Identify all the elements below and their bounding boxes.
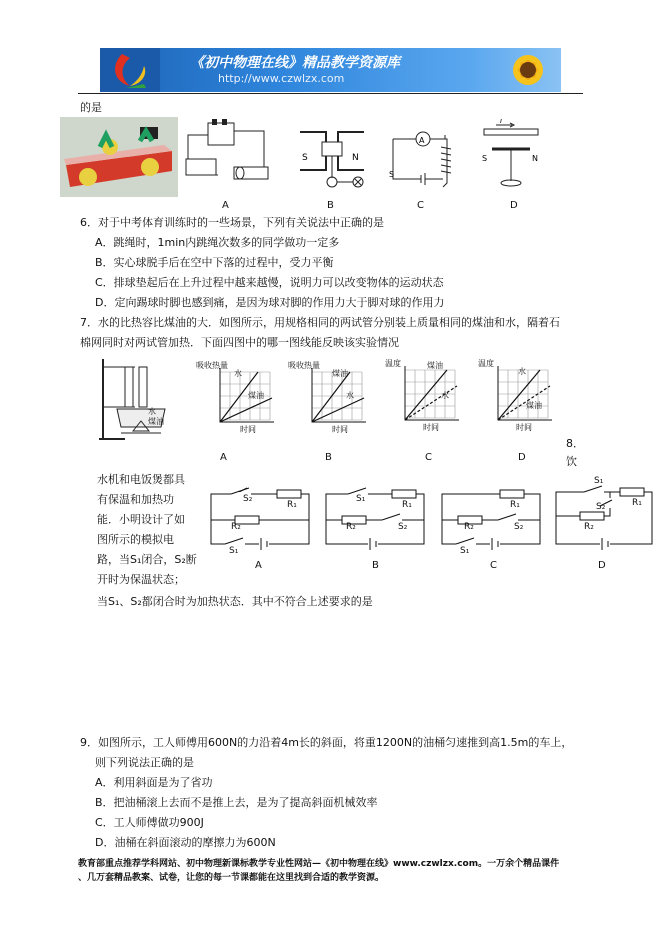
circuit-a-s2: S₂ (243, 494, 253, 504)
circuit-a-r1: R₁ (287, 500, 297, 510)
graph-c (385, 356, 465, 450)
graph-c-steep-label: 煤油 (427, 361, 443, 370)
circuit-a-wires (205, 480, 315, 560)
figure-b-generator (292, 122, 372, 194)
q7-line2: 棉网同时对两试管加热．下面四图中的哪一图线能反映该实验情况 (80, 336, 399, 349)
header-rule (78, 93, 583, 94)
q6-option-c: C．排球垫起后在上升过程中越来越慢，说明力可以改变物体的运动状态 (95, 276, 444, 289)
svg-text:I: I (500, 119, 503, 125)
q5-label-d: D (510, 200, 518, 211)
svg-text:S: S (389, 170, 395, 179)
graph-b-ylabel: 吸收热量 (288, 361, 320, 370)
q8-line-4: 图所示的模拟电 (97, 533, 174, 546)
graph-c-xlabel: 时间 (423, 423, 439, 432)
circuit-d-s2: S₂ (596, 502, 606, 512)
graph-a-xlabel: 时间 (240, 425, 256, 434)
header-banner (100, 48, 561, 92)
circuit-d (550, 476, 656, 560)
svg-text:N: N (352, 153, 359, 163)
svg-text:S: S (302, 153, 308, 163)
q8-line-5: 路，当S₁闭合，S₂断 (97, 553, 197, 566)
circuit-b-s1: S₁ (356, 494, 366, 504)
circuit-b (320, 480, 430, 560)
graph-d-steep-label: 水 (518, 367, 526, 376)
graph-a (196, 360, 280, 450)
q9-line2: 则下列说法正确的是 (95, 756, 194, 769)
graph-b-xlabel: 时间 (332, 425, 348, 434)
circuit-a (205, 480, 315, 560)
circuit-d-label: D (598, 560, 606, 571)
q8-side-char: 饮 (566, 455, 577, 468)
footer-line1: 教育部重点推荐学科网站、初中物理新课标教学专业性网站—《初中物理在线》www.czwlzx.com。一万余个精品课件 (78, 859, 560, 869)
circuit-d-r1: R₁ (632, 498, 642, 508)
circuit-a-r2: R₂ (231, 522, 241, 532)
footer-line2: 、几万套精品教案、试卷，让您的每一节课都能在这里找到合适的教学资源。 (78, 873, 385, 883)
figure-d-oersted (476, 119, 546, 195)
q5-label-b: B (327, 200, 334, 211)
graph-a-steep-label: 水 (234, 369, 242, 378)
svg-text:A: A (419, 136, 425, 145)
q5-tail: 的是 (80, 101, 102, 114)
circuit-c (436, 480, 546, 560)
heating-apparatus-figure (95, 357, 195, 447)
q9-option-b: B．把油桶滚上去而不是推上去，是为了提高斜面机械效率 (95, 796, 378, 809)
graph-b-label: B (325, 452, 332, 463)
q6-option-d: D．定向踢球时脚也感到痛，是因为球对脚的作用力大于脚对球的作用力 (95, 296, 445, 309)
figure-a-motor (178, 117, 278, 195)
circuit-c-r2: R₂ (464, 522, 474, 532)
graph-d-xlabel: 时间 (516, 423, 532, 432)
q8-tail: 当S₁、S₂都闭合时为加热状态．其中不符合上述要求的是 (97, 595, 373, 608)
q6-stem: 6．对于中考体育训练时的一些场景，下列有关说法中正确的是 (80, 216, 384, 229)
circuit-d-r2: R₂ (584, 522, 594, 532)
figure-c-electromagnet (385, 127, 460, 193)
q9-option-d: D．油桶在斜面滚动的摩擦力为600N (95, 836, 276, 849)
graph-c-shallow-label: 水 (441, 391, 449, 400)
circuit-b-r2: R₂ (346, 522, 356, 532)
svg-text:S: S (482, 154, 488, 163)
graph-d-label: D (518, 452, 526, 463)
logo-icon (100, 48, 160, 92)
circuit-d-s1: S₁ (594, 476, 604, 486)
apparatus-label-water: 水 (148, 407, 156, 416)
q8-number: 8． (566, 437, 584, 450)
circuit-c-s2: S₂ (514, 522, 524, 532)
circuit-c-label: C (490, 560, 497, 571)
graph-b-steep-label: 煤油 (332, 369, 348, 378)
q8-line-6: 开时为保温状态； (97, 573, 185, 586)
circuit-a-label: A (255, 560, 262, 571)
q9-line1: 9．如图所示，工人师傅用600N的力沿着4m长的斜面，将重1200N的油桶匀速推到高1.5m的车上， (80, 736, 573, 749)
q7-line1: 7．水的比热容比煤油的大．如图所示，用规格相同的两试管分别装上质量相同的煤油和水，隔着石 (80, 316, 560, 329)
circuit-b-s2: S₂ (398, 522, 408, 532)
boat-model-figure (60, 117, 178, 197)
apparatus-label-kerosene: 煤油 (148, 417, 164, 426)
circuit-d-wires (550, 476, 656, 560)
graph-a-label: A (220, 452, 227, 463)
graph-a-shallow-label: 煤油 (248, 391, 264, 400)
graph-b (288, 360, 372, 450)
graph-d-shallow-label: 煤油 (526, 401, 542, 410)
q5-label-c: C (417, 200, 424, 211)
circuit-a-s1: S₁ (229, 546, 239, 556)
circuit-b-r1: R₁ (402, 500, 412, 510)
q6-option-b: B．实心球脱手后在空中下落的过程中，受力平衡 (95, 256, 334, 269)
graph-c-plot (385, 356, 465, 450)
circuit-c-r1: R₁ (510, 500, 520, 510)
q5-label-a: A (222, 200, 229, 211)
circuit-b-wires (320, 480, 430, 560)
q9-option-c: C．工人师傅做功900J (95, 816, 204, 829)
circuit-c-wires (436, 480, 546, 560)
header-title: 《初中物理在线》精品教学资源库 (190, 55, 400, 71)
svg-text:N: N (532, 154, 538, 163)
graph-c-label: C (425, 452, 432, 463)
circuit-c-s1: S₁ (460, 546, 470, 556)
q9-option-a: A．利用斜面是为了省功 (95, 776, 213, 789)
q8-line-1: 水机和电饭煲都具 (97, 473, 185, 486)
sunflower-icon (495, 48, 561, 92)
graph-c-ylabel: 温度 (385, 359, 401, 368)
q8-line-3: 能．小明设计了如 (97, 513, 185, 526)
graph-b-shallow-label: 水 (346, 391, 354, 400)
graph-a-ylabel: 吸收热量 (196, 361, 228, 370)
q8-line-2: 有保温和加热功 (97, 493, 174, 506)
q6-option-a: A．跳绳时，1min内跳绳次数多的同学做功一定多 (95, 236, 340, 249)
circuit-b-label: B (372, 560, 379, 571)
graph-d-ylabel: 温度 (478, 359, 494, 368)
graph-d (478, 356, 558, 450)
header-url: http://www.czwlzx.com (218, 72, 345, 85)
